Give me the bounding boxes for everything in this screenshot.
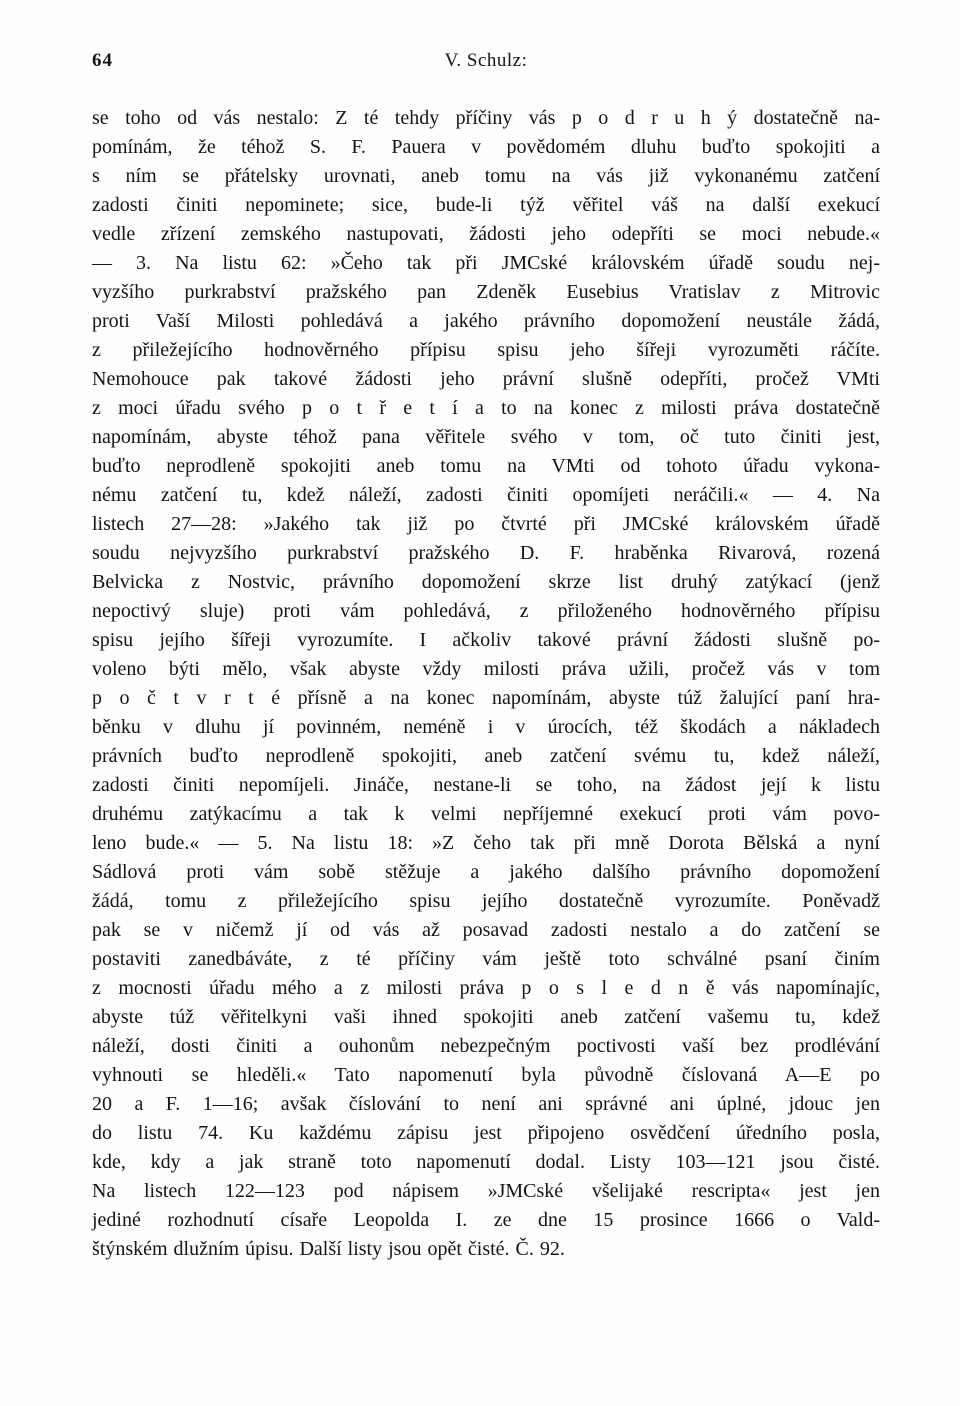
text-line: soudu nejvyzšího purkrabství pražského D. F. hraběnka Rivarová, rozená [92,542,880,564]
text-line: nému zatčení tu, kdež náleží, zadosti činiti opomíjeti neráčili.« — 4. Na [92,484,880,506]
text-line: zadosti činiti nepomíjeli. Jináče, nestane-li se toho, na žádost její k listu [92,774,880,796]
text-line: jediné rozhodnutí císaře Leopolda I. ze dne 15 prosince 1666 o Vald- [92,1209,880,1231]
text-line: p o č t v r t é přísně a na konec napomínám, abyste túž žalující paní hra- [92,687,880,709]
text-line: Na listech 122—123 pod nápisem »JMCské všelijaké rescripta« jest jen [92,1180,880,1202]
text-line: žádá, tomu z přiležejícího spisu jejího dostatečně vyrozumíte. Poněvadž [92,890,880,912]
text-line: vyhnouti se hleděli.« Tato napomenutí byla původně číslovaná A—E po [92,1064,880,1086]
text-line: nepoctivý sluje) proti vám pohledává, z přiloženého hodnověrného přípisu [92,600,880,622]
text-line: pak se v ničemž jí od vás až posavad zadosti nestalo a do zatčení se [92,919,880,941]
text-line: druhému zatýkacímu a tak k velmi nepříjemné exekucí proti vám povo- [92,803,880,825]
text-line: voleno býti mělo, však abyste vždy milosti práva užili, pročež vás v tom [92,658,880,680]
text-line: kde, kdy a jak straně toto napomenutí dodal. Listy 103—121 jsou čisté. [92,1151,880,1173]
running-title: V. Schulz: [444,50,528,71]
text-line: se toho od vás nestalo: Z té tehdy příčiny vás p o d r u h ý dostatečně na- [92,107,880,129]
text-line: štýnském dlužním úpisu. Další listy jsou opět čisté. Č. 92. [92,1238,565,1260]
text-line: zadosti činiti nepominete; sice, bude-li týž věřitel váš na další exekucí [92,194,880,216]
page-number: 64 [92,50,113,71]
text-line: abyste túž věřitelkyni vaši ihned spokojiti aneb zatčení vašemu tu, kdež [92,1006,880,1028]
text-line: z přiležejícího hodnověrného přípisu spisu jeho šířeji vyrozuměti ráčíte. [92,339,880,361]
text-line: — 3. Na listu 62: »Čeho tak při JMCské královském úřadě soudu nej- [92,252,880,274]
text-line: 20 a F. 1—16; avšak číslování to není ani správné ani úplné, jdouc jen [92,1093,880,1115]
text-line: vyzšího purkrabství pražského pan Zdeněk Eusebius Vratislav z Mitrovic [92,281,880,303]
text-line: proti Vaší Milosti pohledává a jakého právního dopomožení neustále žádá, [92,310,880,332]
text-line: listech 27—28: »Jakého tak již po čtvrté při JMCské královském úřadě [92,513,880,535]
text-line: právních buďto neprodleně spokojiti, aneb zatčení svému tu, kdež náleží, [92,745,880,767]
text-line: vedle zřízení zemského nastupovati, žádosti jeho odepříti se moci nebude.« [92,223,880,245]
text-line: Sádlová proti vám sobě stěžuje a jakého dalšího právního dopomožení [92,861,880,883]
text-line: s ním se přátelsky urovnati, aneb tomu na vás již vykonanému zatčení [92,165,880,187]
text-line: leno bude.« — 5. Na listu 18: »Z čeho tak při mně Dorota Bělská a nyní [92,832,880,854]
text-line: z mocnosti úřadu mého a z milosti práva p o s l e d n ě vás napomínajíc, [92,977,880,999]
text-line: náleží, dosti činiti a ouhonům nebezpečným poctivosti vaší bez prodlévání [92,1035,880,1057]
text-line: Nemohouce pak takové žádosti jeho právní slušně odepříti, pročež VMti [92,368,880,390]
text-line: do listu 74. Ku každému zápisu jest připojeno osvědčení úředního posla, [92,1122,880,1144]
text-line: buďto neprodleně spokojiti aneb tomu na VMti od tohoto úřadu vykona- [92,455,880,477]
text-line: spisu jejího šířeji vyrozumíte. I ačkoliv takové právní žádosti slušně po- [92,629,880,651]
text-line: pomínám, že téhož S. F. Pauera v povědomém dluhu buďto spokojiti a [92,136,880,158]
body-text [92,104,880,1264]
text-line: z moci úřadu svého p o t ř e t í a to na konec z milosti práva dostatečně [92,397,880,419]
text-line: běnku v dluhu jí povinném, neméně i v úrocích, též škodách a nákladech [92,716,880,738]
text-line: napomínám, abyste téhož pana věřitele svého v tom, oč tuto činiti jest, [92,426,880,448]
text-line: postaviti zanedbáváte, z té příčiny vám ještě toto schválné psaní činím [92,948,880,970]
text-line: Belvicka z Nostvic, právního dopomožení skrze list druhý zatýkací (jenž [92,571,880,593]
running-header [92,50,880,74]
